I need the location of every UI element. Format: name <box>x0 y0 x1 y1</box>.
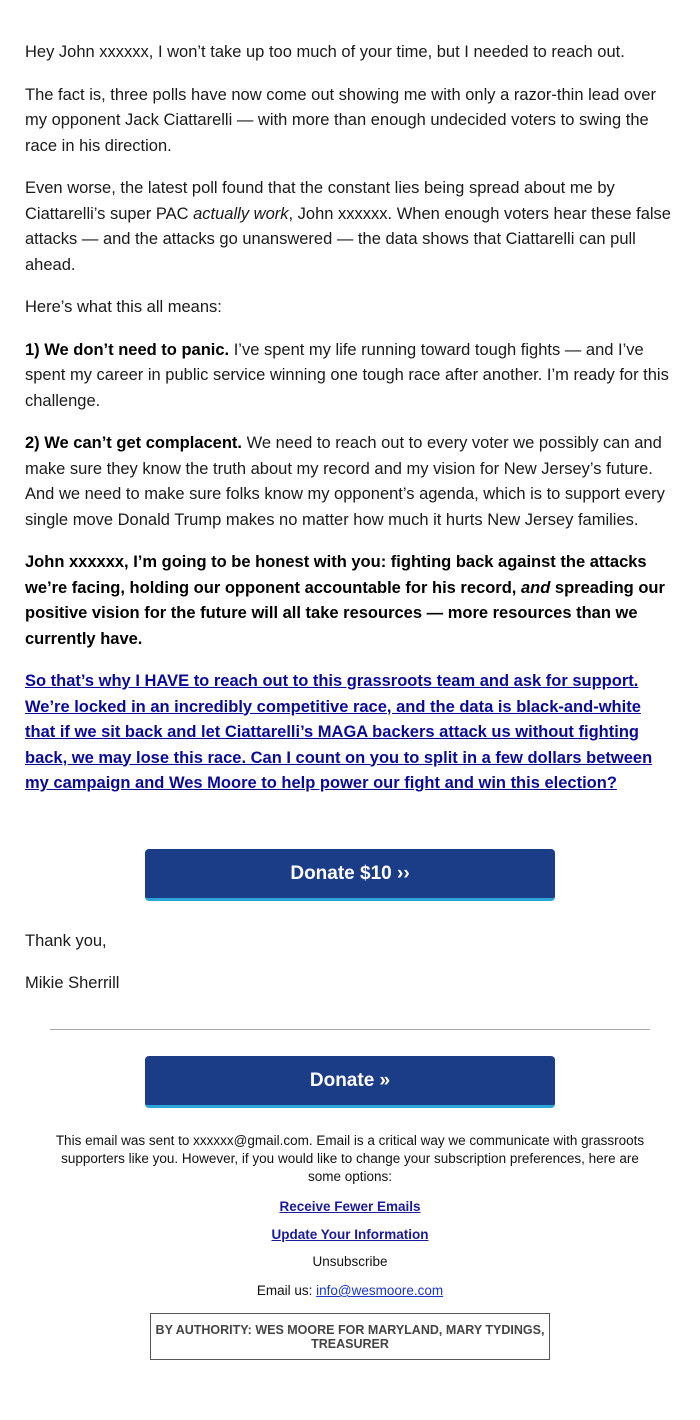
footer-divider <box>50 1029 650 1030</box>
update-information-link[interactable]: Update Your Information <box>271 1227 429 1242</box>
point-one-lead: 1) We don’t need to panic. <box>25 340 230 359</box>
honest-text-before: John xxxxxx, I’m going to be honest with you: fighting back against the attacks we’re facing, holding our opponent accountable for his record, <box>25 553 647 597</box>
signature-text: Mikie Sherrill <box>25 974 120 992</box>
footer-notice: This email was sent to xxxxxx@gmail.com. Email is a critical way we communicate with grassroots supporters like you. However, if you would like to change your subscription preferences, here are some options: <box>55 1133 645 1184</box>
authority-disclaimer-box: BY AUTHORITY: WES MOORE FOR MARYLAND, MARY TYDINGS, TREASURER <box>150 1313 550 1360</box>
ask-paragraph <box>25 669 675 797</box>
footer-update-info-row <box>50 1227 650 1242</box>
point-one-paragraph <box>25 338 675 415</box>
point-two-paragraph <box>25 431 675 533</box>
honest-emphasis: and <box>520 578 551 597</box>
worse-text-after: , John xxxxxx. When enough voters hear these false attacks — and the attacks go unanswered — the data shows that Ciattarelli can pull ahead. <box>25 204 671 274</box>
greeting-paragraph: Hey John xxxxxx, I won’t take up too much of your time, but I needed to reach out. <box>25 43 625 61</box>
means-paragraph: Here’s what this all means: <box>25 298 222 316</box>
worse-text-before: Even worse, the latest poll found that the constant lies being spread about me by Ciattarelli’s super PAC <box>25 179 615 223</box>
donate-button[interactable]: Donate » <box>145 1056 555 1108</box>
point-two-text: We need to reach out to every voter we possibly can and make sure they know the truth about my record and my vision for New Jersey’s future. And we need to make sure folks know my opponent’s agenda, which is to support every single move Donald Trump makes no matter how much it hurts New Jersey families. <box>25 434 665 529</box>
ask-donate-link[interactable]: So that’s why I HAVE to reach out to this grassroots team and ask for support. We’re locked in an incredibly competitive race, and the data is black-and-white that if we sit back and let Ciattarelli’s MAGA backers attack us without fighting back, we may lose this race. Can I count on you to split in a few dollars between my campaign and Wes Moore to help power our fight and win this election? <box>25 672 653 792</box>
honest-paragraph <box>25 550 675 652</box>
point-one-text: I’ve spent my life running toward tough fights — and I’ve spent my career in public service winning one tough race after another. I’m ready for this challenge. <box>25 340 669 410</box>
worse-paragraph <box>25 176 675 278</box>
unsubscribe-link[interactable]: Unsubscribe <box>312 1254 388 1269</box>
donate-10-button[interactable]: Donate $10 ›› <box>145 849 555 901</box>
honest-text-after: spreading our positive vision for the future will all take resources — more resources than we currently have. <box>25 578 665 648</box>
secondary-donate-container <box>145 1056 555 1108</box>
receive-fewer-emails-link[interactable]: Receive Fewer Emails <box>279 1199 421 1214</box>
polls-paragraph: The fact is, three polls have now come out showing me with only a razor-thin lead over my opponent Jack Ciattarelli — with more than enough undecided voters to swing the race in his direction. <box>25 85 656 155</box>
footer-email-row <box>50 1283 650 1298</box>
email-us-label: Email us: <box>256 1283 317 1298</box>
primary-donate-container <box>145 849 555 901</box>
worse-emphasis: actually work <box>193 204 289 223</box>
contact-email-link[interactable]: info@wesmoore.com <box>316 1283 444 1298</box>
signoff-text: Thank you, <box>25 932 107 950</box>
email-body <box>25 40 675 797</box>
point-two-lead: 2) We can’t get complacent. <box>25 434 242 452</box>
footer-fewer-emails-row <box>50 1199 650 1214</box>
